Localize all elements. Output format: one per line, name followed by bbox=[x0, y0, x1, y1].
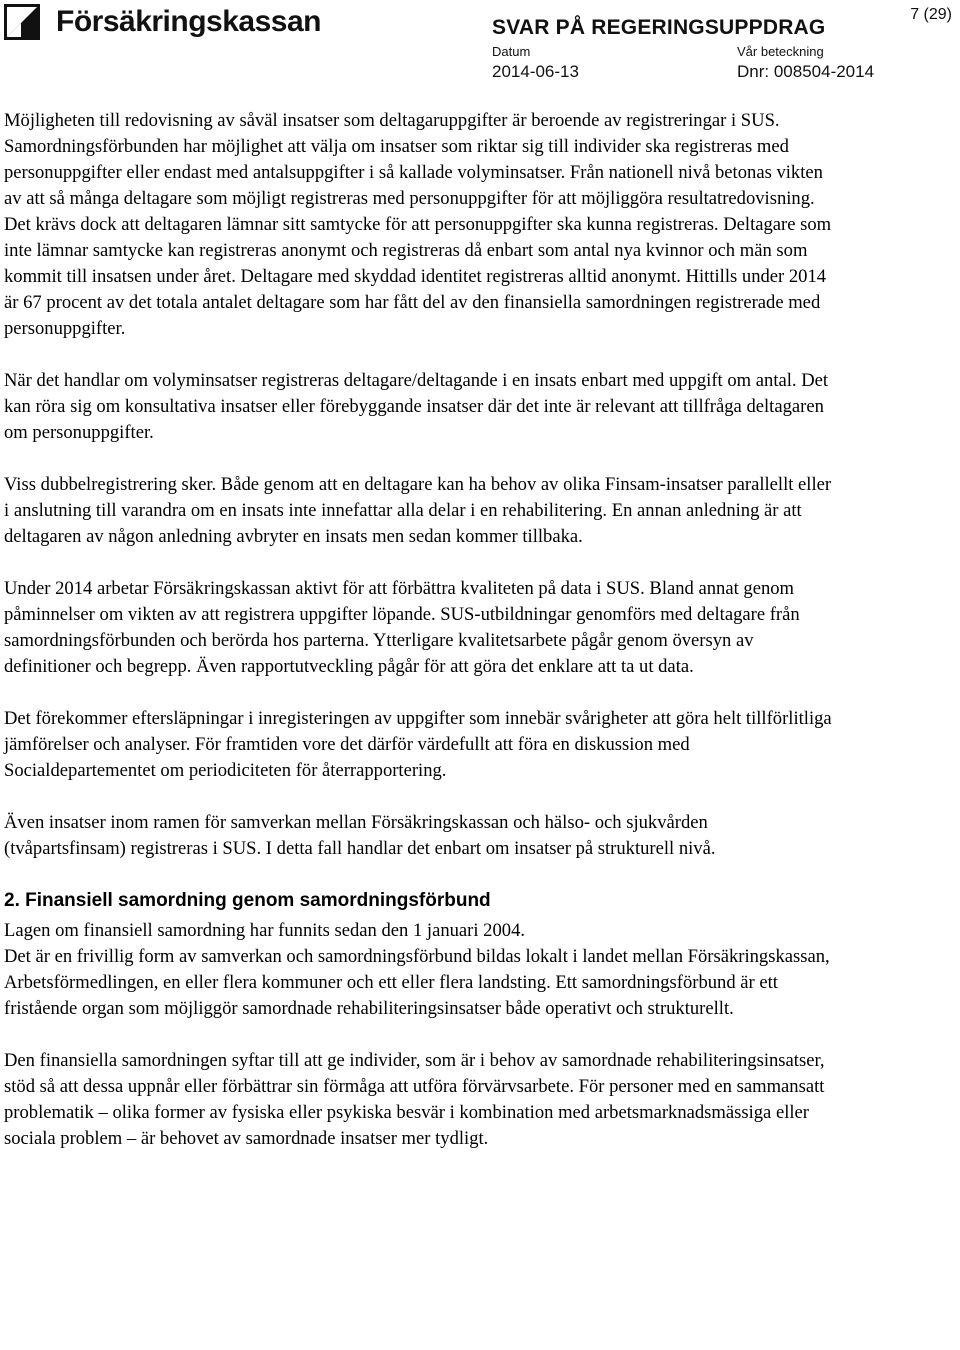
section-paragraph: Det är en frivillig form av samverkan och samordningsförbund bildas lokalt i landet mellan Försäkringskassan, Arbetsförmedlingen, en eller flera kommuner och ett eller flera landsting. Ett samordningsförbund är ett fristående organ som möjliggör samordnade rehabiliteringsinsatser både operativt och strukturellt. bbox=[4, 946, 830, 1019]
logo-mark-icon bbox=[4, 4, 40, 40]
date-label: Datum bbox=[492, 44, 531, 59]
body-paragraph: Det förekommer eftersläpningar i inregisteringen av uppgifter som innebär svårigheter att göra helt tillförlitliga jämförelser och analyser. För framtiden vore det därför värdefullt att föra en diskussion med Socialdepartementet om periodiciteten för återrapportering. bbox=[4, 708, 832, 781]
section-heading: 2. Finansiell samordning genom samordningsförbund bbox=[4, 890, 491, 911]
body-paragraph: Även insatser inom ramen för samverkan mellan Försäkringskassan och hälso- och sjukvården (tvåpartsfinsam) registreras i SUS. I detta fall handlar det enbart om insatser på strukturell nivå. bbox=[4, 812, 716, 859]
section-paragraph: Den finansiella samordningen syftar till att ge individer, som är i behov av samordnade rehabiliteringsinsatser, stöd så att dessa uppnår eller förbättrar sin förmåga att utföra förvärvsarbete. För personer med en sammansatt problematik – olika former av fysiska eller psykiska besvär i kombination med arbetsmarknadsmässiga eller sociala problem – är behovet av samordnade insatser mer tydligt. bbox=[4, 1050, 825, 1149]
document-type: SVAR PÅ REGERINGSUPPDRAG bbox=[492, 16, 826, 39]
reference-label: Vår beteckning bbox=[737, 44, 824, 59]
body-paragraph: När det handlar om volyminsatser registreras deltagare/deltagande i en insats enbart med uppgift om antal. Det kan röra sig om konsultativa insatser eller förebyggande insatser där det inte är relevant att tillfråga deltagaren om personuppgifter. bbox=[4, 370, 829, 443]
date-value: 2014-06-13 bbox=[492, 62, 579, 81]
reference-value: Dnr: 008504-2014 bbox=[737, 62, 875, 81]
page-header bbox=[0, 0, 960, 90]
org-logo bbox=[4, 2, 321, 42]
page-number: 7 (29) bbox=[910, 6, 952, 23]
body-paragraph: Möjligheten till redovisning av såväl insatser som deltagaruppgifter är beroende av registreringar i SUS. Samordningsförbunden har möjlighet att välja om insatser som riktar sig till individer ska registreras med personuppgifter eller endast med antalsuppgifter i så kallade volyminsatser. Från nationell nivå betonas vikten av att så många deltagare som möjligt registreras med personuppgifter för att möjliggöra resultatredovisning. Det krävs dock att deltagaren lämnar sitt samtycke för att personuppgifter ska kunna registreras. Deltagare som inte lämnar samtycke kan registreras anonymt och registreras då enbart som antal nya kvinnor och män som kommit till insatsen under året. Deltagare med skyddad identitet registreras alltid anonymt. Hittills under 2014 är 67 procent av det totala antalet deltagare som har fått del av den finansiella samordningen registrerade med personuppgifter. bbox=[4, 110, 832, 339]
org-name: Försäkringskassan bbox=[56, 5, 321, 38]
body-paragraph: Under 2014 arbetar Försäkringskassan aktivt för att förbättra kvaliteten på data i SUS. Bland annat genom påminnelser om vikten av att registrera uppgifter löpande. SUS-utbildningar genomförs med deltagare från samordningsförbunden och berörda hos parterna. Ytterligare kvalitetsarbete pågår genom översyn av definitioner och begrepp. Även rapportutveckling pågår för att göra det enklare att ta ut data. bbox=[4, 578, 800, 677]
body-paragraph: Viss dubbelregistrering sker. Både genom att en deltagare kan ha behov av olika Finsam-insatser parallellt eller i anslutning till varandra om en insats inte innefattar alla delar i en rehabilitering. En annan anledning är att deltagaren av någon anledning avbryter en insats men sedan kommer tillbaka. bbox=[4, 474, 832, 547]
document-body bbox=[4, 108, 834, 1178]
section-intro: Lagen om finansiell samordning har funnits sedan den 1 januari 2004. bbox=[4, 920, 526, 941]
